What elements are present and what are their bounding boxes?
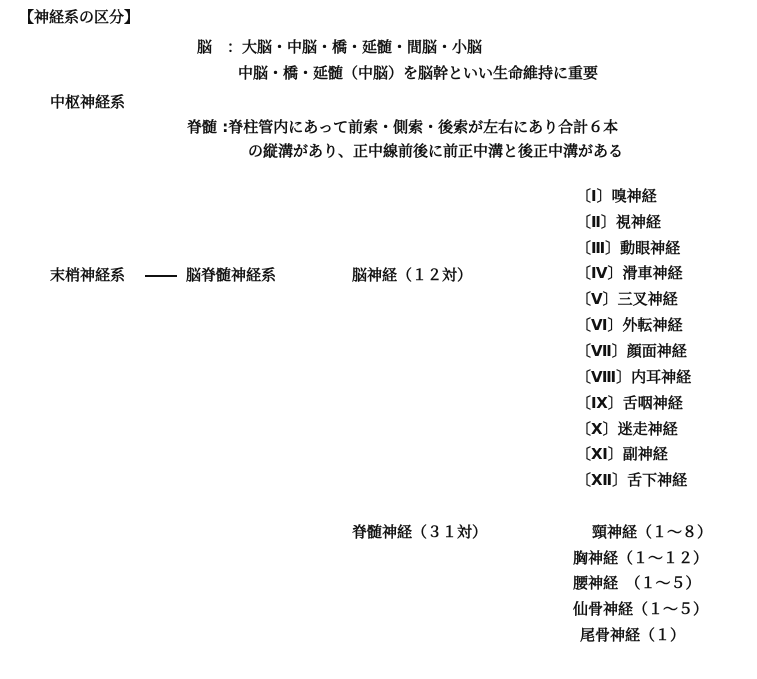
cranial-nerves-label: 脳神経（１２対）: [352, 266, 473, 284]
cranial-nerve-item: 〔Ⅸ〕舌咽神経: [576, 394, 683, 412]
cranial-nerve-item: 〔Ⅹ〕迷走神経: [576, 420, 678, 438]
cranial-nerve-item: 〔Ⅴ〕三叉神経: [576, 290, 678, 308]
brain-line-1: 脳 ：大脳・中脳・橋・延髄・間脳・小脳: [197, 38, 483, 56]
spinal-nerve-item: 仙骨神経（１～５）: [573, 600, 709, 618]
cranial-nerve-item: 〔Ⅳ〕滑車神経: [576, 264, 683, 282]
cranial-nerve-item: 〔Ⅵ〕外転神経: [576, 316, 683, 334]
page-title: 【神経系の区分】: [19, 8, 140, 26]
spinal-nerves-label: 脊髄神経（３１対）: [352, 523, 488, 541]
cranial-nerve-item: 〔Ⅲ〕動眼神経: [576, 239, 681, 257]
spinal-cord-line-2: の縦溝があり、正中線前後に前正中溝と後正中溝がある: [248, 142, 624, 160]
spinal-cord-line-1: 脊髄 :脊柱管内にあって前索・側索・後索が左右にあり合計６本: [187, 118, 619, 136]
cranial-nerve-item: 〔Ⅷ〕内耳神経: [576, 368, 692, 386]
cranial-nerve-item: 〔Ⅶ〕顔面神経: [576, 342, 687, 360]
connector-dash: [145, 275, 177, 277]
cranial-nerve-item: 〔Ⅻ〕舌下神経: [576, 471, 688, 489]
spinal-nerve-item: 腰神経 （１～５）: [573, 574, 701, 592]
cranial-nerve-item: 〔Ⅺ〕副神経: [576, 445, 668, 463]
spinal-nerve-item: 頸神経（１～８）: [592, 523, 713, 541]
spinal-nerve-item: 胸神経（１～１２）: [573, 549, 709, 567]
peripheral-nervous-system-label: 末梢神経系: [50, 266, 126, 284]
cerebrospinal-nervous-system-label: 脳脊髄神経系: [186, 266, 277, 284]
cranial-nerve-item: 〔Ⅱ〕視神経: [576, 213, 661, 231]
spinal-nerve-item: 尾骨神経（１）: [580, 626, 686, 644]
brain-line-2: 中脳・橋・延髄（中脳）を脳幹といい生命維持に重要: [238, 64, 599, 82]
central-nervous-system-label: 中枢神経系: [50, 93, 126, 111]
cranial-nerve-item: 〔Ⅰ〕嗅神経: [576, 187, 657, 205]
